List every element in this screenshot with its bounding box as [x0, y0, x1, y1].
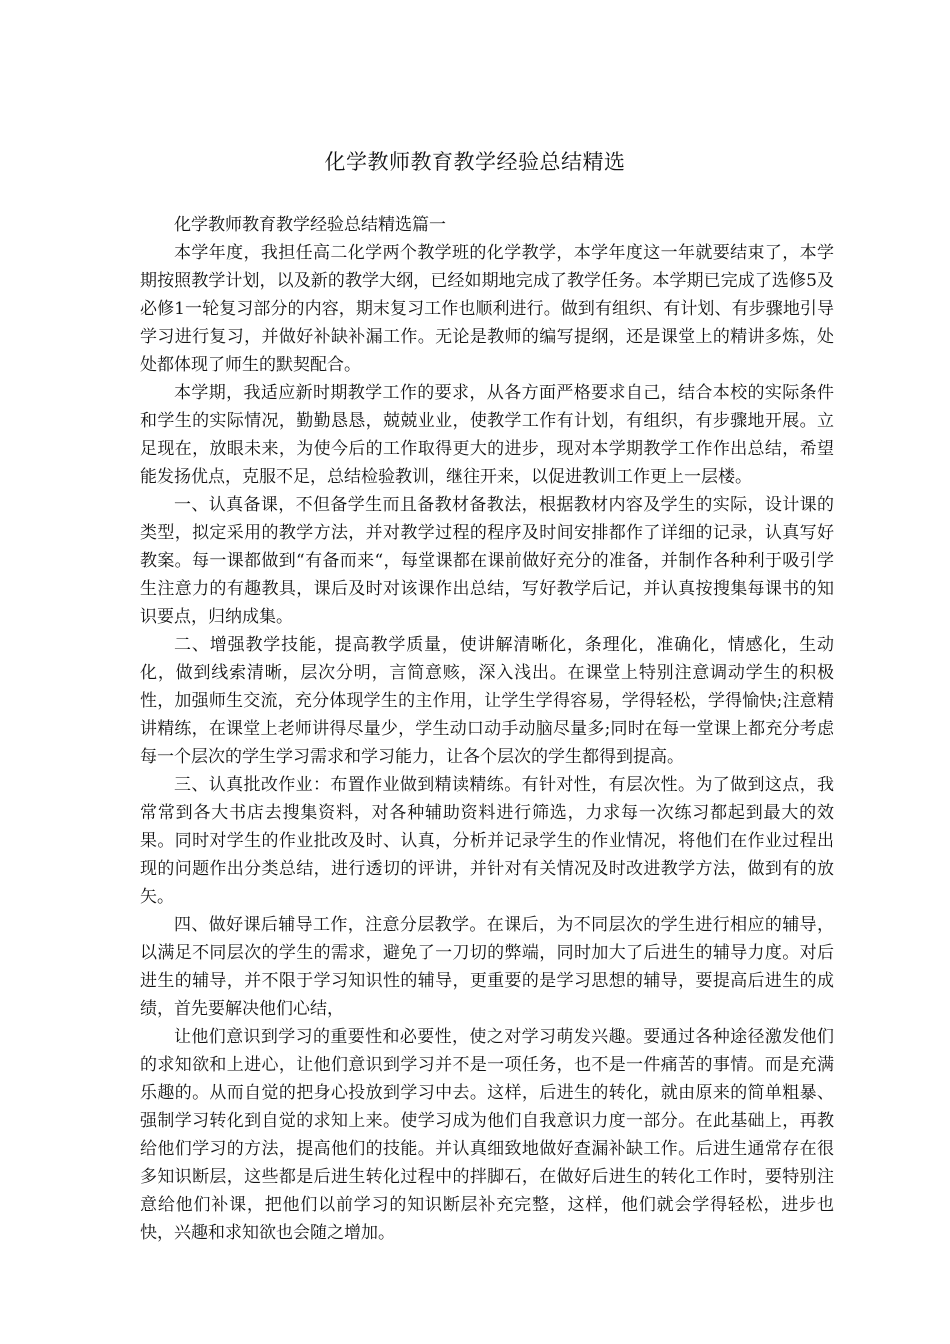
document-body: [140, 211, 834, 1247]
paragraph-6: 四、做好课后辅导工作，注意分层教学。在课后，为不同层次的学生进行相应的辅导，以满足不同层次的学生的需求，避免了一刀切的弊端，同时加大了后进生的辅导力度。对后进生的辅导，并不限于学习知识性的辅导，更重要的是学习思想的辅导，要提高后进生的成绩，首先要解决他们心结，: [140, 915, 834, 1019]
paragraph-1: 本学年度，我担任高二化学两个教学班的化学教学，本学年度这一年就要结束了，本学期按照教学计划，以及新的教学大纲，已经如期地完成了教学任务。本学期已完成了选修5及必修1一轮复习部分的内容，期末复习工作也顺利进行。做到有组织、有计划、有步骤地引导学习进行复习，并做好补缺补漏工作。无论是教师的编写提纲，还是课堂上的精讲多炼，处处都体现了师生的默契配合。: [140, 243, 834, 375]
paragraph-4: 二、增强教学技能，提高教学质量，使讲解清晰化，条理化，准确化，情感化，生动化，做到线索清晰，层次分明，言简意赅，深入浅出。在课堂上特别注意调动学生的积极性，加强师生交流，充分体现学生的主作用，让学生学得容易，学得轻松，学得愉快;注意精讲精练，在课堂上老师讲得尽量少，学生动口动手动脑尽量多;同时在每一堂课上都充分考虑每一个层次的学生学习需求和学习能力，让各个层次的学生都得到提高。: [140, 635, 834, 767]
paragraph-5: 三、认真批改作业：布置作业做到精读精练。有针对性，有层次性。为了做到这点，我常常到各大书店去搜集资料，对各种辅助资料进行筛选，力求每一次练习都起到最大的效果。同时对学生的作业批改及时、认真，分析并记录学生的作业情况，将他们在作业过程出现的问题作出分类总结，进行透切的评讲，并针对有关情况及时改进教学方法，做到有的放矢。: [140, 775, 834, 907]
paragraph-2: 本学期，我适应新时期教学工作的要求，从各方面严格要求自己，结合本校的实际条件和学生的实际情况，勤勤恳恳，兢兢业业，使教学工作有计划，有组织，有步骤地开展。立足现在，放眼未来，为使今后的工作取得更大的进步，现对本学期教学工作作出总结，希望能发扬优点，克服不足，总结检验教训，继往开来，以促进教训工作更上一层楼。: [140, 383, 834, 487]
document-title: 化学教师教育教学经验总结精选: [324, 150, 626, 174]
paragraph-7: 让他们意识到学习的重要性和必要性，使之对学习萌发兴趣。要通过各种途径激发他们的求知欲和上进心，让他们意识到学习并不是一项任务，也不是一件痛苦的事情。而是充满乐趣的。从而自觉的把身心投放到学习中去。这样，后进生的转化，就由原来的简单粗暴、强制学习转化到自觉的求知上来。使学习成为他们自我意识力度一部分。在此基础上，再教给他们学习的方法，提高他们的技能。并认真细致地做好查漏补缺工作。后进生通常存在很多知识断层，这些都是后进生转化过程中的拌脚石，在做好后进生的转化工作时，要特别注意给他们补课，把他们以前学习的知识断层补充完整，这样，他们就会学得轻松，进步也快，兴趣和求知欲也会随之增加。: [140, 1027, 834, 1243]
paragraph-3: 一、认真备课，不但备学生而且备教材备教法，根据教材内容及学生的实际，设计课的类型，拟定采用的教学方法，并对教学过程的程序及时间安排都作了详细的记录，认真写好教案。每一课都做到“有备而来“，每堂课都在课前做好充分的准备，并制作各种利于吸引学生注意力的有趣教具，课后及时对该课作出总结，写好教学后记，并认真按搜集每课书的知识要点，归纳成集。: [140, 495, 834, 627]
section-heading: 化学教师教育教学经验总结精选篇一: [174, 215, 446, 235]
